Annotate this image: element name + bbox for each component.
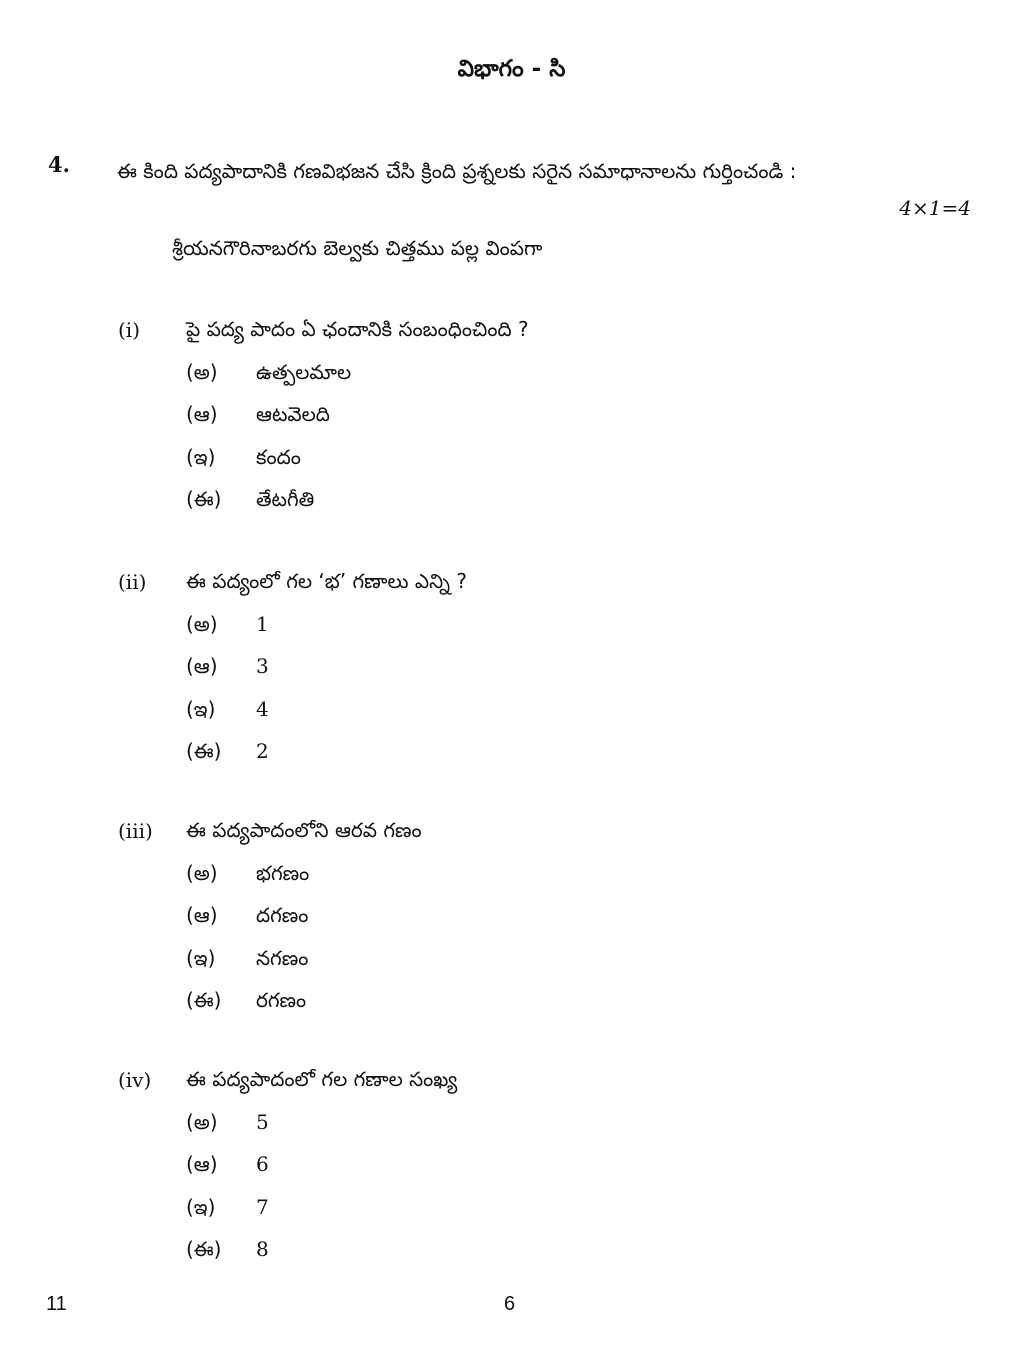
option-label: (ఈ) [186, 487, 222, 511]
option-label: (ఆ) [186, 903, 218, 927]
page-number: 6 [504, 1293, 516, 1315]
option-text: దగణం [256, 903, 309, 927]
option-text: తేటగీతి [256, 487, 315, 511]
option [186, 445, 301, 475]
sub-question-label: (iii) [118, 819, 153, 843]
option [186, 654, 269, 684]
option-label: (ఆ) [186, 654, 218, 678]
option-text: 1 [256, 612, 269, 636]
sub-question-text: పై పద్య పాదం ఏ ఛందానికి సంబంధించింది ? [186, 317, 529, 341]
option [186, 988, 306, 1018]
section-title: విభాగం - సి [457, 56, 566, 82]
option [186, 739, 269, 769]
verse-line: శ్రీయనగౌరినాబరగు బెల్వకు చిత్తము పల్ల వింపగా [172, 236, 543, 260]
question-marks: 4×1=4 [899, 196, 971, 220]
option-text: 2 [256, 739, 269, 763]
option-text: నగణం [256, 946, 309, 970]
sub-question-text: ఈ పద్యపాదంలో గల గణాల సంఖ్య [186, 1067, 458, 1091]
option-text: 7 [256, 1195, 269, 1219]
sub-question-text: ఈ పద్యంలో గల ‘భ’ గణాలు ఎన్ని ? [186, 569, 467, 593]
option [186, 360, 351, 390]
option-label: (ఇ) [186, 697, 216, 721]
option [186, 487, 314, 517]
option-text: ఆటవెలది [256, 402, 330, 426]
option-label: (ఆ) [186, 1152, 218, 1176]
option-text: 4 [256, 697, 269, 721]
option [186, 861, 309, 891]
sub-question-label: (iv) [118, 1068, 152, 1092]
option-text: 3 [256, 654, 269, 678]
option-label: (అ) [186, 360, 218, 384]
option-text: 5 [256, 1110, 269, 1134]
option [186, 612, 269, 642]
option [186, 1195, 269, 1225]
option-label: (ఈ) [186, 1237, 222, 1261]
option [186, 903, 308, 933]
option [186, 697, 269, 727]
option-label: (ఈ) [186, 739, 222, 763]
option-text: 8 [256, 1237, 269, 1261]
option-label: (అ) [186, 1110, 218, 1134]
question-stem: ఈ కింది పద్యపాదానికి గణవిభజన చేసి క్రింది ప్రశ్నలకు సరైన సమాధానాలను గుర్తించండి : [117, 159, 797, 183]
option [186, 1152, 269, 1182]
option [186, 946, 308, 976]
sub-question-label: (i) [118, 318, 141, 342]
option-label: (అ) [186, 612, 218, 636]
option [186, 402, 330, 432]
option-label: (ఆ) [186, 402, 218, 426]
footer-code: 11 [46, 1293, 67, 1315]
option-text: 6 [256, 1152, 269, 1176]
option-label: (ఇ) [186, 946, 216, 970]
option-text: భగణం [256, 861, 310, 885]
option [186, 1237, 269, 1267]
option-label: (ఇ) [186, 445, 216, 469]
sub-question-label: (ii) [118, 570, 147, 594]
question-number: 4. [48, 152, 70, 177]
option-text: ఉత్పలమాల [256, 360, 352, 384]
option-label: (ఈ) [186, 988, 222, 1012]
sub-question-text: ఈ పద్యపాదంలోని ఆరవ గణం [186, 818, 422, 842]
option-text: కందం [256, 445, 301, 469]
option-text: రగణం [256, 988, 307, 1012]
option-label: (ఇ) [186, 1195, 216, 1219]
option-label: (అ) [186, 861, 218, 885]
option [186, 1110, 269, 1140]
